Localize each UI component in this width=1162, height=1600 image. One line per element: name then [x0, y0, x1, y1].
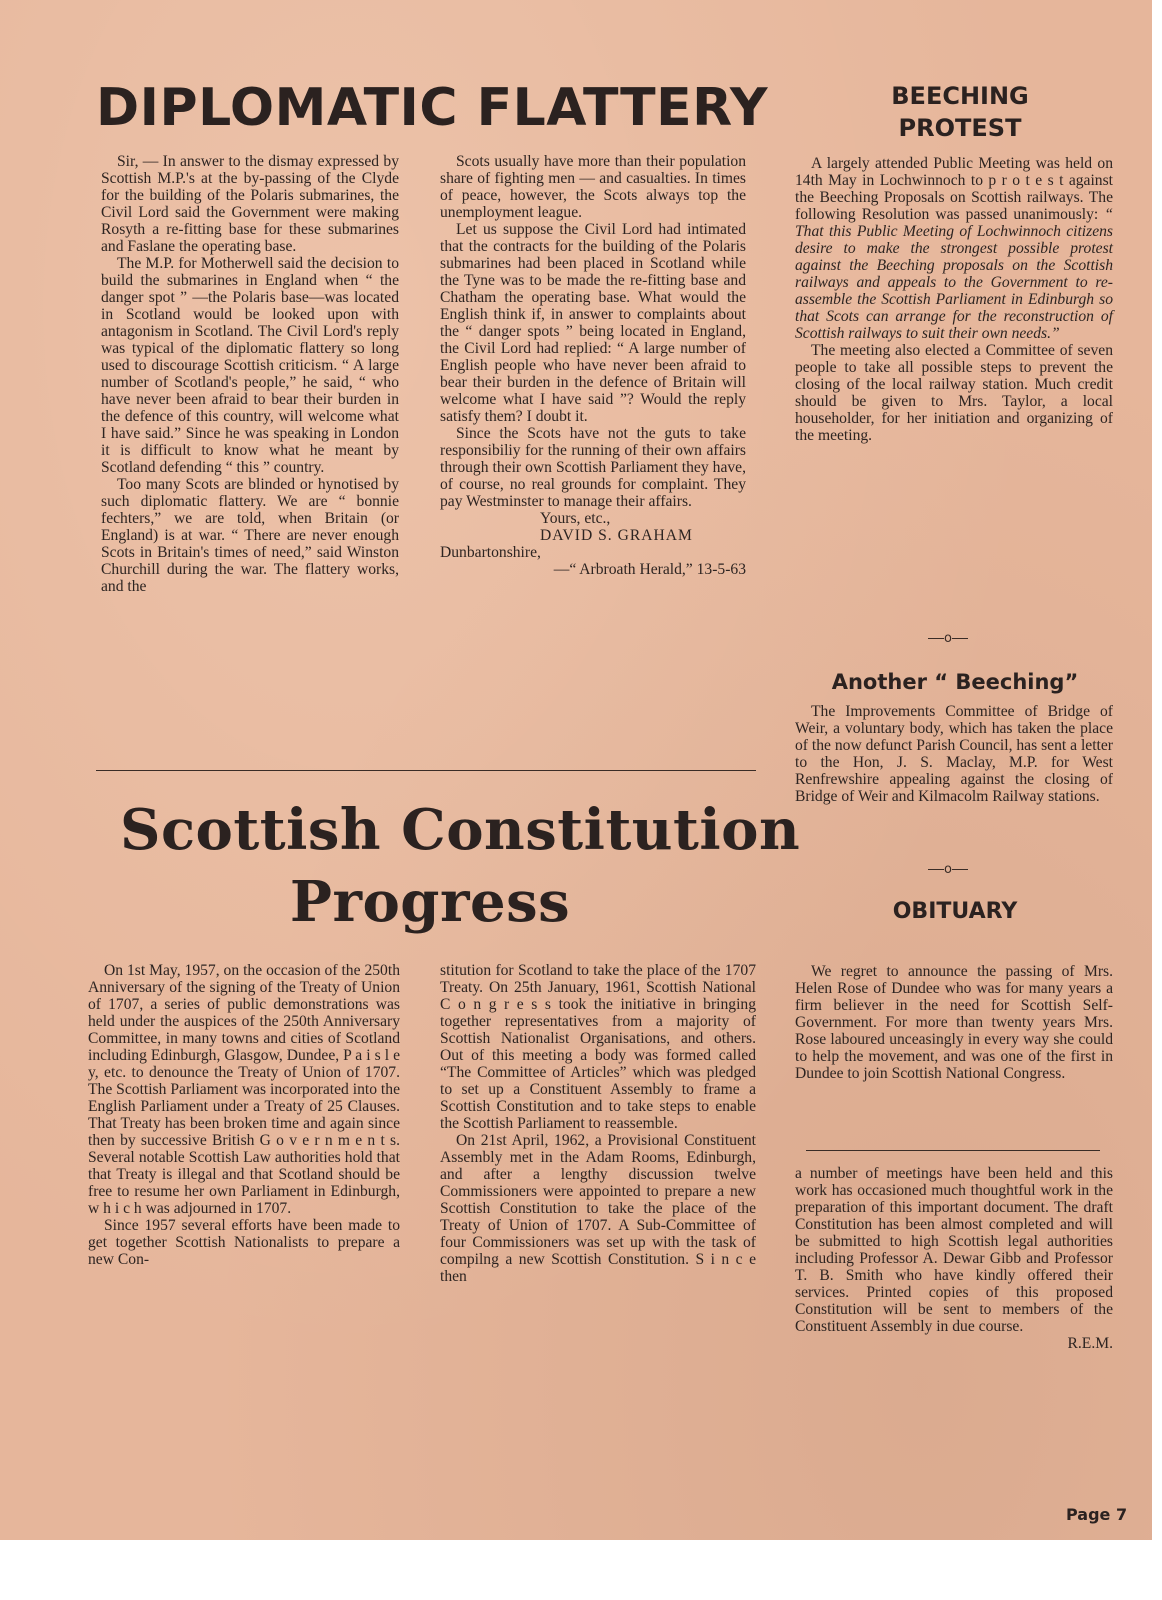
constitution-title-line-2: Progress	[289, 869, 571, 935]
constitution-column-1	[88, 962, 400, 1268]
letter-source: —“ Arbroath Herald,” 13-5-63	[553, 561, 746, 578]
obituary-paragraph: We regret to announce the passing of Mrs. Helen Rose of Dundee who was for many years a firm believer in the need for Scottish Self-Government. For more than twenty years Mrs. Rose laboured unceasingly in every way she could to help the movement, and was one of the first in Dundee to join Scottish National Congress.	[795, 963, 1113, 1082]
obituary-body	[795, 963, 1113, 1082]
another-beeching-body	[795, 703, 1113, 805]
ornament-divider: o	[928, 631, 968, 646]
letter-paragraph: Scots usually have more than their population share of fighting men — and casualties. In times of peace, however, the Scots always top the unemployment league.	[440, 153, 746, 221]
beeching-protest-heading-line: BEECHING	[891, 82, 1029, 110]
letter-paragraph: Sir, — In answer to the dismay expressed by Scottish M.P.'s at the by-passing of the Clyde for the building of the Polaris submarines, the Civil Lord said the Government were making Rosyth a re-fitting base for these submarines and Faslane the operating base.	[101, 153, 399, 255]
beeching-resolution: “ That this Public Meeting of Lochwinnoch citizens desire to make the strongest possible protest against the Beeching proposals on the Scottish railways and appeals to the Government to re-assemble the Scottish Parliament in Edinburgh so that Scots can arrange for the reconstruction of Scottish railways to suit their own needs.”	[795, 206, 1113, 342]
constitution-paragraph: a number of meetings have been held and this work has occasioned much thoughtful work in the preparation of this important document. The draft Constitution has been almost completed and will be submitted to high Scottish legal authorities including Professor A. Dewar Gibb and Professor T. B. Smith who have kindly offered their services. Printed copies of this proposed Constitution will be sent to members of the Constituent Assembly in due course.	[795, 1165, 1113, 1335]
letter-column-1	[101, 153, 399, 595]
another-beeching-heading: Another “ Beeching”	[831, 670, 1079, 694]
constitution-column-3	[795, 1165, 1113, 1352]
letter-paragraph: Too many Scots are blinded or hynotised by such diplomatic flattery. We are “ bonnie fechters,” we are told, when Britain (or England) is at war. “ There are never enough Scots in Britain's times of need,” said Winston Churchill during the war. The flattery works, and the	[101, 476, 399, 595]
another-beeching-paragraph: The Improvements Committee of Bridge of Weir, a voluntary body, which has taken the place of the now defunct Parish Council, has sent a letter to the Hon, J. S. Maclay, M.P. for West Renfrewshire appealing against the closing of Bridge of Weir and Kilmacolm Railway stations.	[795, 703, 1113, 805]
letter-column-2	[440, 153, 746, 578]
beeching-protest-heading-line: PROTEST	[898, 114, 1022, 142]
beeching-protest-paragraph: The meeting also elected a Committee of seven people to take all possible steps to prevent the closing of the local railway station. Much credit should be given to Mrs. Taylor, a local householder, for her initiation and organizing of the meeting.	[795, 342, 1113, 444]
ornament-divider: o	[928, 862, 968, 877]
divider-rule	[806, 1150, 1100, 1151]
page-number: Page 7	[1066, 1505, 1128, 1524]
letter-closing: Yours, etc.,	[540, 510, 611, 527]
constitution-paragraph: stitution for Scotland to take the place of the 1707 Treaty. On 25th January, 1961, Scottish National C o n g r e s s took the initiative in bringing together representatives from a majority of Scottish Nationalist Organisations, and others. Out of this meeting a body was formed called “The Committee of Articles” which was pledged to set up a Constituent Assembly to frame a Scottish Constitution and to take steps to enable the Scottish Parliament to reassemble.	[440, 962, 756, 1132]
letter-paragraph: Since the Scots have not the guts to take responsibiliy for the running of their own affairs through their own Scottish Parliament they have, of course, no real grounds for complaint. They pay Westminster to manage their affairs.	[440, 425, 746, 510]
beeching-protest-body	[795, 155, 1113, 444]
constitution-title-line-1: Scottish Constitution	[120, 797, 801, 863]
beeching-protest-paragraph	[795, 155, 1113, 342]
letter-signature: DAVID S. GRAHAM	[540, 527, 693, 544]
letter-paragraph: Let us suppose the Civil Lord had intimated that the contracts for the building of the Polaris submarines had been placed in Scotland while the Tyne was to be made the re-fitting base and Chatham the operating base. What would the English think if, in answer to complaints about the “ danger spots ” being located in England, the Civil Lord had replied: “ A large number of English people who have never been afraid to bear their burden in the defence of Britain will welcome what I have said ”? Would the reply satisfy them? I doubt it.	[440, 221, 746, 425]
headline-diplomatic-flattery: DIPLOMATIC FLATTERY	[96, 78, 769, 138]
letter-location: Dunbartonshire,	[440, 544, 541, 561]
constitution-paragraph: On 21st April, 1962, a Provisional Constituent Assembly met in the Adam Rooms, Edinburgh, and after a lengthy discussion twelve Commissioners were appointed to prepare a new Scottish Constitution to take the place of the Treaty of Union of 1707. A Sub-Committee of four Commissioners was set up with the task of compilng a new Scottish Constitution. S i n c e then	[440, 1132, 756, 1285]
constitution-paragraph: Since 1957 several efforts have been made to get together Scottish Nationalists to prepare a new Con-	[88, 1217, 400, 1268]
constitution-paragraph: On 1st May, 1957, on the occasion of the 250th Anniversary of the signing of the Treaty of Union of 1707, a series of public demonstrations was held under the auspices of the 250th Anniversary Committee, in many towns and cities of Scotland including Edinburgh, Glasgow, Dundee, P a i s l e y, etc. to denounce the Treaty of Union of 1707. The Scottish Parliament was incorporated into the English Parliament under a Treaty of 25 Clauses. That Treaty has been broken time and again since then by successive British G o v e r n m e n t s. Several notable Scottish Law authorities hold that that Treaty is illegal and that Scotland should be free to resume her own Parliament in Edinburgh, w h i c h was adjourned in 1707.	[88, 962, 400, 1217]
beeching-protest-intro: A largely attended Public Meeting was held on 14th May in Lochwinnoch to p r o t e s t against the Beeching Proposals on Scottish railways. The following Resolution was passed unanimously:	[795, 155, 1113, 223]
beeching-protest-heading	[810, 80, 1110, 144]
constitution-column-2	[440, 962, 756, 1285]
section-divider	[96, 770, 756, 771]
obituary-heading: OBITUARY	[892, 899, 1018, 924]
letter-paragraph: The M.P. for Motherwell said the decision to build the submarines in England when “ the danger spot ” —the Polaris base—was located in Scotland would be looked upon with antagonism in Scotland. The Civil Lord's reply was typical of the diplomatic flattery so long used to discourage Scottish criticism. “ A large number of Scotland's people,” he said, “ who have never been afraid to bear their burden in the defence of this country, will welcome what I have said.” Since he was speaking in London it is difficult to know what he meant by Scotland defending “ this ” country.	[101, 255, 399, 476]
article-initials: R.E.M.	[1067, 1335, 1113, 1352]
